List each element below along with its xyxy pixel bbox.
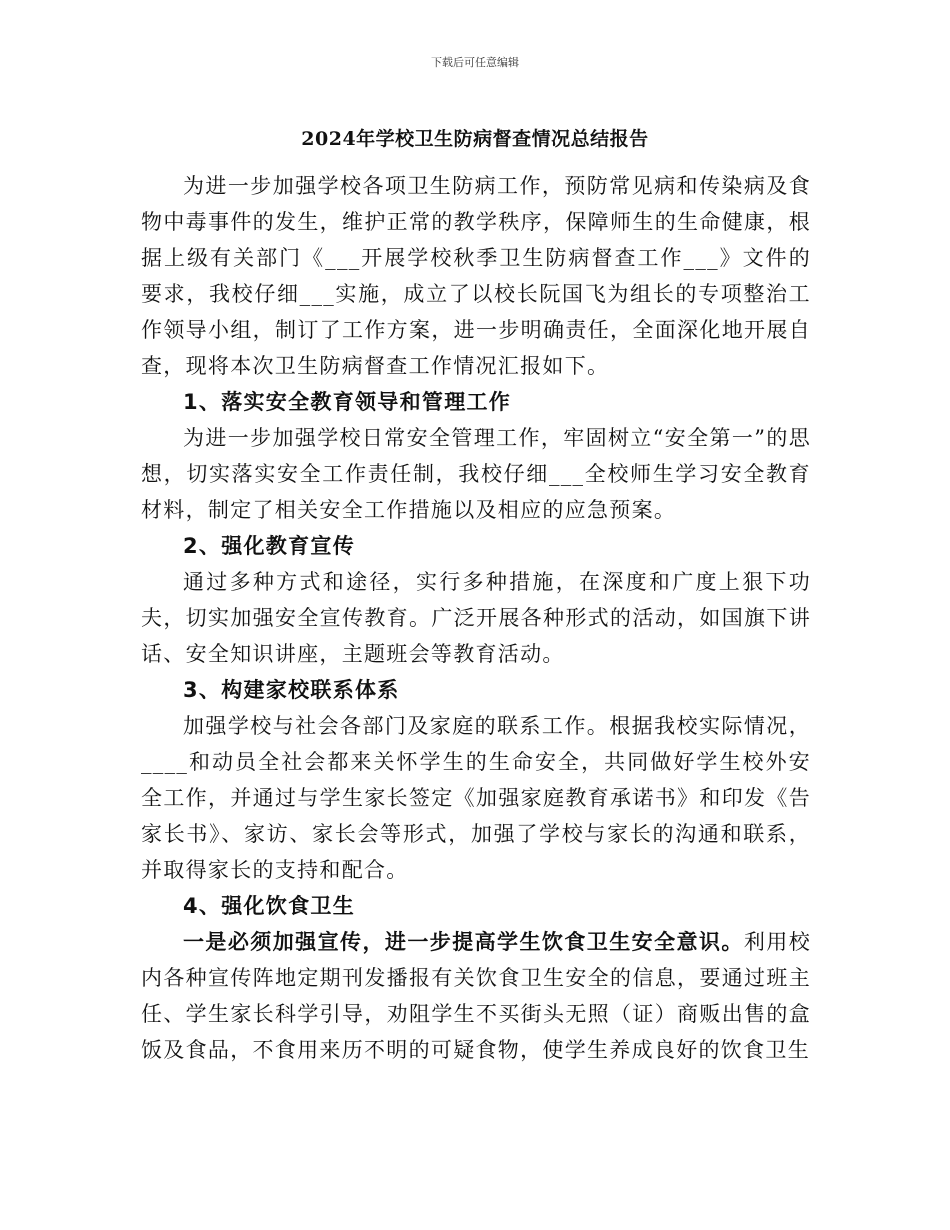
document-body: [141, 168, 811, 1068]
section-3-heading: 3、构建家校联系体系: [183, 678, 400, 702]
header-note: 下载后可任意编辑: [431, 56, 519, 69]
document-title: 2024年学校卫生防病督查情况总结报告: [301, 128, 649, 150]
section-4-paragraph: [141, 924, 811, 1068]
section-1-paragraph: 为进一步加强学校日常安全管理工作，牢固树立“安全第一”的思想，切实落实安全工作责任制，我校仔细___全校师生学习安全教育材料，制定了相关安全工作措施以及相应的应急预案。: [141, 426, 811, 522]
section-4-heading: 4、强化饮食卫生: [183, 894, 356, 918]
section-2-paragraph: 通过多种方式和途径，实行多种措施，在深度和广度上狠下功夫，切实加强安全宣传教育。广泛开展各种形式的活动，如国旗下讲话、安全知识讲座，主题班会等教育活动。: [141, 570, 811, 666]
intro-paragraph: 为进一步加强学校各项卫生防病工作，预防常见病和传染病及食物中毒事件的发生，维护正常的教学秩序，保障师生的生命健康，根据上级有关部门《___开展学校秋季卫生防病督查工作___》文件的要求，我校仔细___实施，成立了以校长阮国飞为组长的专项整治工作领导小组，制订了工作方案，进一步明确责任，全面深化地开展自查，现将本次卫生防病督查工作情况汇报如下。: [141, 174, 811, 378]
section-1-heading: 1、落实安全教育领导和管理工作: [183, 390, 512, 414]
section-2-heading: 2、强化教育宣传: [183, 534, 356, 558]
section-4-lead-sentence: 一是必须加强宣传，进一步提高学生饮食卫生安全意识。: [183, 930, 744, 954]
section-4-body-text: 利用校内各种宣传阵地定期刊发播报有关饮食卫生安全的信息，要通过班主任、学生家长科学引导，劝阻学生不买街头无照（证）商贩出售的盒饭及食品，不食用来历不明的可疑食物，使学生养成良好的饮食卫生: [141, 930, 811, 1062]
section-3-paragraph: 加强学校与社会各部门及家庭的联系工作。根据我校实际情况，____和动员全社会都来关怀学生的生命安全，共同做好学生校外安全工作，并通过与学生家长签定《加强家庭教育承诺书》和印发《告家长书》、家访、家长会等形式，加强了学校与家长的沟通和联系，并取得家长的支持和配合。: [141, 714, 811, 882]
